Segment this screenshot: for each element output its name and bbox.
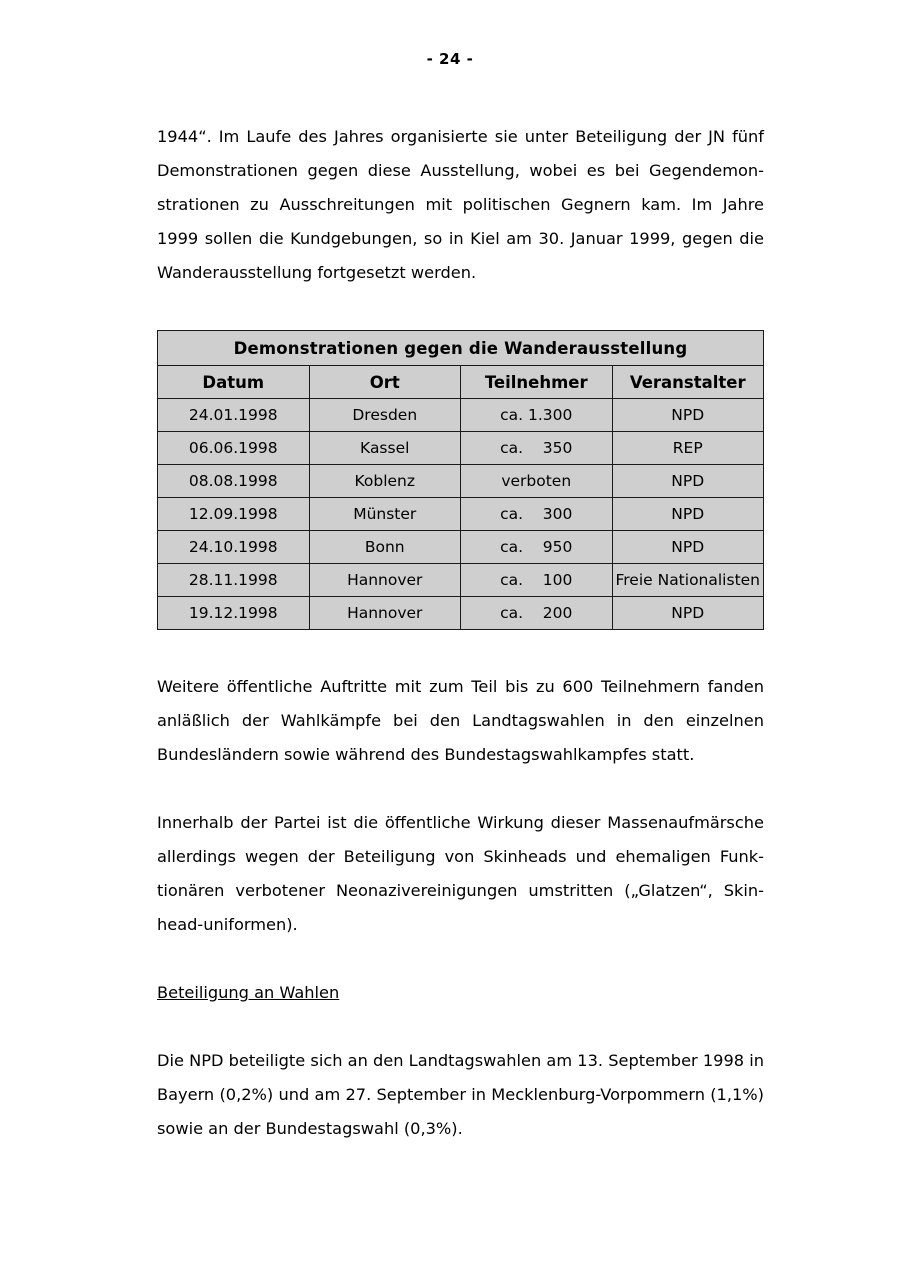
column-header-teilnehmer: Teilnehmer <box>461 366 613 399</box>
cell-datum: 12.09.1998 <box>158 498 310 531</box>
table-row <box>158 432 764 465</box>
demonstrations-table <box>157 330 764 630</box>
paragraph-4: Die NPD beteiligte sich an den Landtagswahlen am 13. September 1998 in Bayern (0,2%) und am 27. September in Mecklenburg-Vorpommern (1,1%) sowie an der Bundestagswahl (0,3%). <box>157 1051 764 1138</box>
cell-ort: Dresden <box>309 399 461 432</box>
cell-ort: Hannover <box>309 597 461 630</box>
table-body <box>158 331 764 630</box>
cell-datum: 24.01.1998 <box>158 399 310 432</box>
cell-datum: 24.10.1998 <box>158 531 310 564</box>
cell-veranstalter: REP <box>612 432 764 465</box>
table-row <box>158 399 764 432</box>
table-row <box>158 597 764 630</box>
cell-ort: Münster <box>309 498 461 531</box>
cell-teilnehmer: verboten <box>461 465 613 498</box>
table-row <box>158 564 764 597</box>
table-row <box>158 465 764 498</box>
cell-veranstalter: NPD <box>612 531 764 564</box>
cell-teilnehmer: ca. 200 <box>461 597 613 630</box>
cell-datum: 08.08.1998 <box>158 465 310 498</box>
paragraph-1: 1944“. Im Laufe des Jahres organisierte sie unter Beteiligung der JN fünf Demonstrationen gegen diese Ausstellung, wobei es bei Gegendemon-strationen zu Ausschreitungen mit politischen Gegnern kam. Im Jahre 1999 sollen die Kundgebungen, so in Kiel am 30. Januar 1999, gegen die Wanderausstellung fortgesetzt werden. <box>157 127 764 282</box>
paragraph-3: Innerhalb der Partei ist die öffentliche Wirkung dieser Massenaufmärsche allerdings wegen der Beteiligung von Skinheads und ehemaligen Funk-tionären verbotener Neonazivereinigungen umstritten („Glatzen“, Skin-head-uniformen). <box>157 813 764 934</box>
paragraph-2: Weitere öffentliche Auftritte mit zum Teil bis zu 600 Teilnehmern fanden anläßlich der Wahlkämpfe bei den Landtagswahlen in den einzelnen Bundesländern sowie während des Bundestagswahlkampfes statt. <box>157 677 764 764</box>
cell-teilnehmer: ca. 300 <box>461 498 613 531</box>
table-row <box>158 531 764 564</box>
column-header-veranstalter: Veranstalter <box>612 366 764 399</box>
cell-ort: Koblenz <box>309 465 461 498</box>
cell-veranstalter: Freie Nationalisten <box>612 564 764 597</box>
spacer-after-table <box>157 630 764 670</box>
page-content <box>157 120 764 1146</box>
cell-teilnehmer: ca. 100 <box>461 564 613 597</box>
cell-datum: 19.12.1998 <box>158 597 310 630</box>
spacer-3 <box>157 942 764 976</box>
cell-datum: 28.11.1998 <box>158 564 310 597</box>
column-header-datum: Datum <box>158 366 310 399</box>
spacer-before-table <box>157 290 764 330</box>
cell-veranstalter: NPD <box>612 399 764 432</box>
spacer-2 <box>157 772 764 806</box>
section-heading: Beteiligung an Wahlen <box>157 983 340 1002</box>
table-title: Demonstrationen gegen die Wanderausstellung <box>158 331 764 366</box>
cell-teilnehmer: ca. 1.300 <box>461 399 613 432</box>
cell-teilnehmer: ca. 350 <box>461 432 613 465</box>
table-title-row <box>158 331 764 366</box>
cell-veranstalter: NPD <box>612 498 764 531</box>
cell-ort: Hannover <box>309 564 461 597</box>
spacer-4 <box>157 1010 764 1044</box>
cell-datum: 06.06.1998 <box>158 432 310 465</box>
cell-veranstalter: NPD <box>612 597 764 630</box>
cell-ort: Kassel <box>309 432 461 465</box>
column-header-ort: Ort <box>309 366 461 399</box>
cell-teilnehmer: ca. 950 <box>461 531 613 564</box>
page-number: - 24 - <box>426 50 474 68</box>
cell-veranstalter: NPD <box>612 465 764 498</box>
table-row <box>158 498 764 531</box>
section-heading-wrapper <box>157 976 764 1010</box>
table-header-row <box>158 366 764 399</box>
cell-ort: Bonn <box>309 531 461 564</box>
